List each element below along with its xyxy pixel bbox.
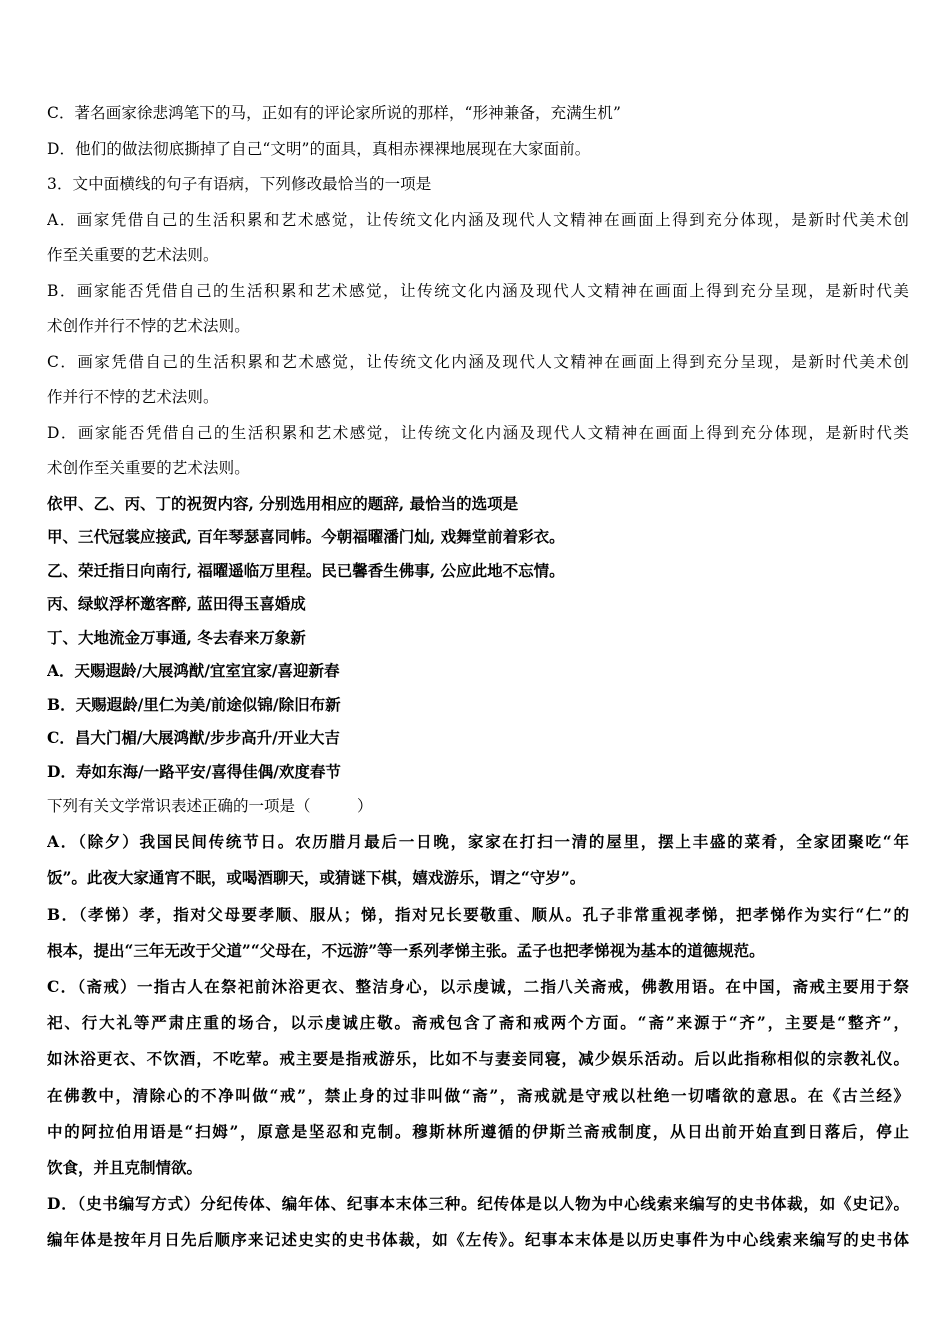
option-d: D．寿如东海/一路平安/喜得佳偶/欢度春节	[47, 761, 341, 781]
couplet-bing: 丙、绿蚁浮杯邀客醉, 蓝田得玉喜婚成	[47, 594, 306, 613]
exam-page	[47, 96, 909, 1258]
option-d-line-2: 术创作至关重要的艺术法则。	[47, 459, 250, 477]
option-a: A．天赐遐龄/大展鸿猷/宜室宜家/喜迎新春	[47, 661, 340, 680]
question-3	[47, 167, 909, 487]
option-b-line-2: 根本，提出“三年无改于父道”“父母在，不远游”等一系列孝悌主张。孟子也把孝悌视为基本的道德规范。	[47, 940, 765, 960]
couplet-ding: 丁、大地流金万事通, 冬去春来万象新	[47, 627, 306, 647]
option-d-line-1: D．画家能否凭借自己的生活积累和艺术感觉，让传统文化内涵及现代人文精神在画面上得到充分体现，是新时代类	[47, 423, 909, 442]
option-b-line-1: B．（孝悌）孝，指对父母要孝顺、服从；悌，指对兄长要敬重、顺从。孔子非常重视孝悌，把孝悌作为实行“仁”的	[47, 904, 909, 924]
option-c-line-5: 中的阿拉伯用语是“扫姆”，原意是坚忍和克制。穆斯林所遵循的伊斯兰斋戒制度，从日出前开始直到日落后，停止	[47, 1121, 909, 1141]
option-d-line-1: D．（史书编写方式）分纪传体、编年体、纪事本末体三种。纪传体是以人物为中心线索来编写的史书体裁，如《史记》。	[47, 1194, 909, 1214]
couplet-yi: 乙、荣迁指日向南行, 福曜遥临万里程。民已馨香生佛事, 公应此地不忘情。	[47, 560, 565, 580]
option-c: C．昌大门楣/大展鸿猷/步步高升/开业大吉	[47, 728, 340, 747]
option-c-line-2: 作并行不悖的艺术法则。	[47, 388, 219, 406]
question-5	[47, 788, 909, 1258]
question-4-stem: 依甲、乙、丙、丁的祝贺内容, 分别选用相应的题辞, 最恰当的选项是	[47, 493, 519, 513]
option-c-line-6: 饮食，并且克制情欲。	[47, 1157, 203, 1177]
option-a-line-1: A．（除夕）我国民间传统节日。农历腊月最后一日晚，家家在打扫一清的屋里，摆上丰盛的菜肴，全家团聚吃“年	[47, 832, 909, 852]
option-b-line-1: B．画家能否凭借自己的生活积累和艺术感觉，让传统文化内涵及现代人文精神在画面上得到充分呈现，是新时代美	[47, 281, 909, 300]
option-a-line-2: 作至关重要的艺术法则。	[47, 246, 219, 264]
option-c-line-2: 祀、行大礼等严肃庄重的场合，以示虔诚庄敬。斋戒包含了斋和戒两个方面。“斋”来源于“齐”，主要是“整齐”，	[47, 1013, 909, 1033]
question-4	[47, 487, 909, 789]
question-5-stem: 下列有关文学常识表述正确的一项是（ ）	[47, 797, 373, 815]
question-3-stem: 3．文中面横线的句子有语病，下列修改最恰当的一项是	[47, 175, 432, 193]
option-b: B．天赐遐龄/里仁为美/前途似锦/除旧布新	[47, 694, 341, 714]
option-c-line: C．著名画家徐悲鸿笔下的马，正如有的评论家所说的那样，“形神兼备，充满生机”	[47, 104, 622, 122]
option-d-line-2: 编年体是按年月日先后顺序来记述史实的史书体裁，如《左传》。纪事本末体是以历史事件为中心线索来编写的史书体	[47, 1230, 909, 1250]
couplet-jia: 甲、三代冠裳应接武, 百年琴瑟喜同帏。今朝福曜潘门灿, 戏舞堂前着彩衣。	[47, 527, 565, 546]
option-c-line-3: 如沐浴更衣、不饮酒，不吃荤。戒主要是指戒游乐，比如不与妻妾同寝，减少娱乐活动。后以此指称相似的宗教礼仪。	[47, 1049, 909, 1069]
option-c-line-4: 在佛教中，清除心的不净叫做“戒”，禁止身的过非叫做“斋”，斋戒就是守戒以杜绝一切嗜欲的意思。在《古兰经》	[47, 1085, 909, 1105]
option-c-line-1: C．画家凭借自己的生活积累和艺术感觉，让传统文化内涵及现代人文精神在画面上得到充分呈现，是新时代美术创	[47, 352, 909, 371]
question-2-options-tail	[47, 96, 909, 167]
option-a-line-1: A．画家凭借自己的生活积累和艺术感觉，让传统文化内涵及现代人文精神在画面上得到充分体现，是新时代美术创	[47, 210, 909, 229]
option-d-line: D．他们的做法彻底撕掉了自己“文明”的面具，真相赤裸裸地展现在大家面前。	[47, 139, 591, 158]
option-a-line-2: 饭”。此夜大家通宵不眠，或喝酒聊天，或猜谜下棋，嬉戏游乐，谓之“守岁”。	[47, 868, 586, 888]
option-b-line-2: 术创作并行不悖的艺术法则。	[47, 317, 250, 335]
option-c-line-1: C．（斋戒）一指古人在祭祀前沐浴更衣、整洁身心，以示虔诚，二指八关斋戒，佛教用语。在中国，斋戒主要用于祭	[47, 976, 909, 996]
